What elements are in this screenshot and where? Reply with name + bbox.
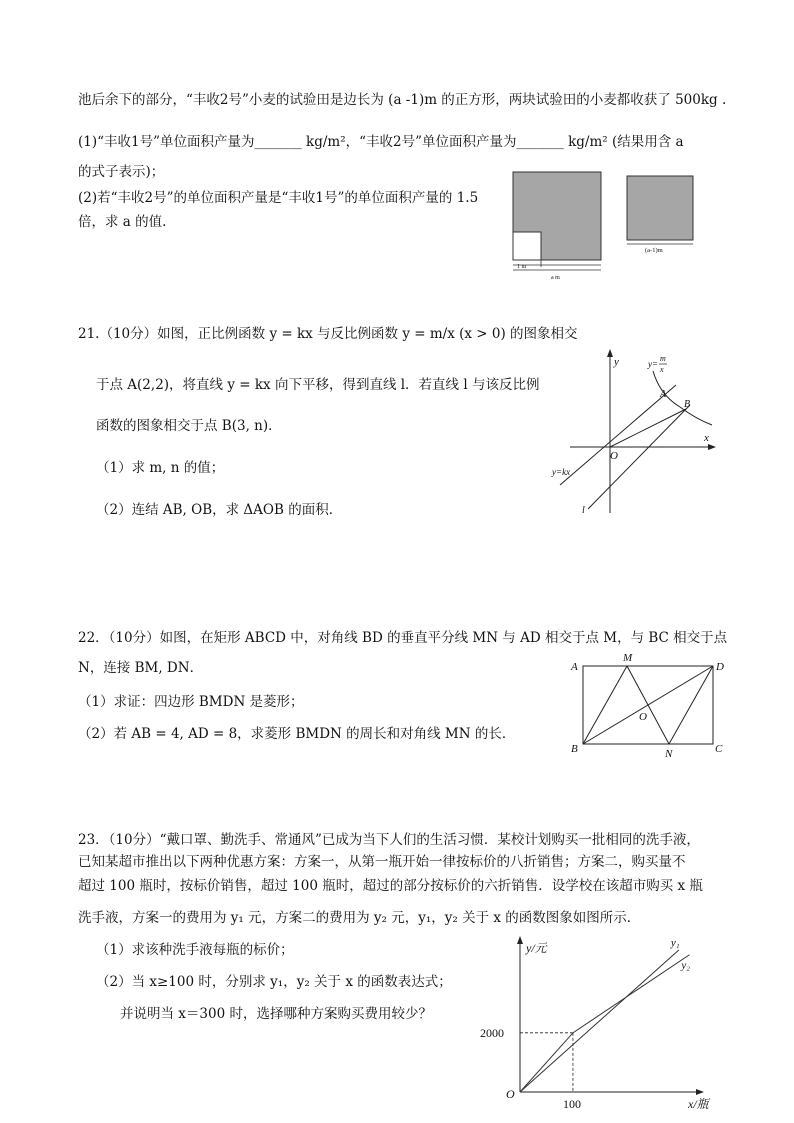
- q22-sub1: （1）求证：四边形 BMDN 是菱形；: [78, 694, 304, 710]
- q20-part1: (1)“丰收1号”单位面积产量为_______ kg/m²，“丰收2号”单位面积产量为_______ kg/m² (结果用含 a: [78, 134, 684, 150]
- q21-label-m: m: [660, 354, 666, 363]
- q21-label-x: x: [660, 365, 664, 374]
- q21-label-B: B: [684, 399, 691, 410]
- q20-part2-cont: 倍，求 a 的值.: [78, 214, 167, 230]
- q23-line4: 洗手液，方案一的费用为 y₁ 元，方案二的费用为 y₂ 元，y₁，y₂ 关于 x 的函数图象如图所示．: [78, 910, 641, 926]
- q21-line3: 函数的图象相交于点 B(3, n)．: [96, 418, 282, 434]
- q23-sub2: （2）当 x≥100 时，分别求 y₁，y₂ 关于 x 的函数表达式；: [96, 974, 452, 990]
- q21-label-A: A: [660, 389, 667, 400]
- q20-label-am: a m: [551, 275, 560, 281]
- x-axis-arrow: [696, 1089, 704, 1095]
- q20-label-1m: 1 m: [517, 264, 527, 270]
- x-tick-100: 100: [562, 1097, 581, 1111]
- q22-label-C: C: [715, 743, 723, 755]
- series-label-1: y₁: [670, 937, 680, 949]
- origin-label: O: [506, 1087, 515, 1101]
- q21-y-label: y: [614, 356, 619, 368]
- q20-intro: 池后余下的部分，“丰收2号”小麦的试验田是边长为 (a -1)m 的正方形，两块试验田的小麦都收获了 500kg .: [78, 92, 727, 108]
- q23-line2: 已知某超市推出以下两种优惠方案：方案一，从第一瓶开始一律按标价的八折销售；方案二，购买量不: [78, 854, 686, 870]
- q23-line3: 超过 100 瓶时，按标价销售，超过 100 瓶时，超过的部分按标价的六折销售．设学校在该超市购买 x 瓶: [78, 878, 703, 894]
- q21-label-ymx: y=: [648, 359, 659, 369]
- q22-line1: 22．（10分）如图，在矩形 ABCD 中，对角线 BD 的垂直平分线 MN 与 AD 相交于点 M，与 BC 相交于点: [78, 630, 728, 646]
- series-line-1: [520, 950, 679, 1092]
- q21-sub1: （1）求 m, n 的值；: [96, 460, 225, 476]
- q21-label-l: l: [582, 505, 585, 516]
- q20-figure: [505, 168, 705, 283]
- q22-label-M: M: [623, 652, 633, 664]
- q21-figure: [548, 345, 716, 517]
- series-label-2: y₂: [681, 959, 691, 972]
- q22-label-A: A: [571, 661, 578, 673]
- q21-line1: 21.（10分）如图，正比例函数 y = kx 与反比例函数 y = m/x (x > 0) 的图象相交: [78, 326, 578, 342]
- q22-label-D: D: [716, 661, 724, 673]
- q23-sub3: 并说明当 x＝300 时，选择哪种方案购买费用较少？: [120, 1006, 432, 1022]
- q23-chart: [470, 930, 725, 1120]
- q22-sub2: （2）若 AB = 4, AD = 8，求菱形 BMDN 的周长和对角线 MN 的长．: [78, 726, 516, 742]
- q20-part2: (2)若“丰收2号”的单位面积产量是“丰收1号”的单位面积产量的 1.5: [78, 190, 479, 206]
- y-axis-arrow: [517, 936, 523, 944]
- y-tick-2000: 2000: [480, 1025, 504, 1040]
- q21-line2: 于点 A(2,2)，将直线 y = kx 向下平移，得到直线 l．若直线 l 与该反比例: [96, 377, 540, 393]
- q22-label-N: N: [665, 748, 673, 760]
- q22-figure: [565, 650, 730, 762]
- q21-sub2: （2）连结 AB, OB，求 ΔAOB 的面积．: [96, 502, 343, 518]
- q20-label-a1m: (a-1)m: [645, 247, 663, 254]
- q21-origin: O: [610, 450, 618, 462]
- q23-line1: 23．（10分）“戴口罩、勤洗手、常通风”已成为当下人们的生活习惯．某校计划购买一批相同的洗手液，: [78, 832, 700, 848]
- q20-part1-cont: 的式子表示)；: [78, 164, 165, 180]
- series-line-2: [520, 955, 689, 1092]
- q21-label-ykx: y=kx: [552, 467, 571, 477]
- q22-label-B: B: [571, 743, 578, 755]
- q22-line2: N，连接 BM, DN．: [78, 660, 204, 676]
- y-axis-label: y/元: [526, 941, 547, 955]
- q23-sub1: （1）求该种洗手液每瓶的标价；: [96, 942, 294, 958]
- q22-label-O: O: [639, 711, 647, 723]
- x-axis-label: x/瓶: [688, 1097, 709, 1111]
- q21-x-label: x: [704, 432, 709, 444]
